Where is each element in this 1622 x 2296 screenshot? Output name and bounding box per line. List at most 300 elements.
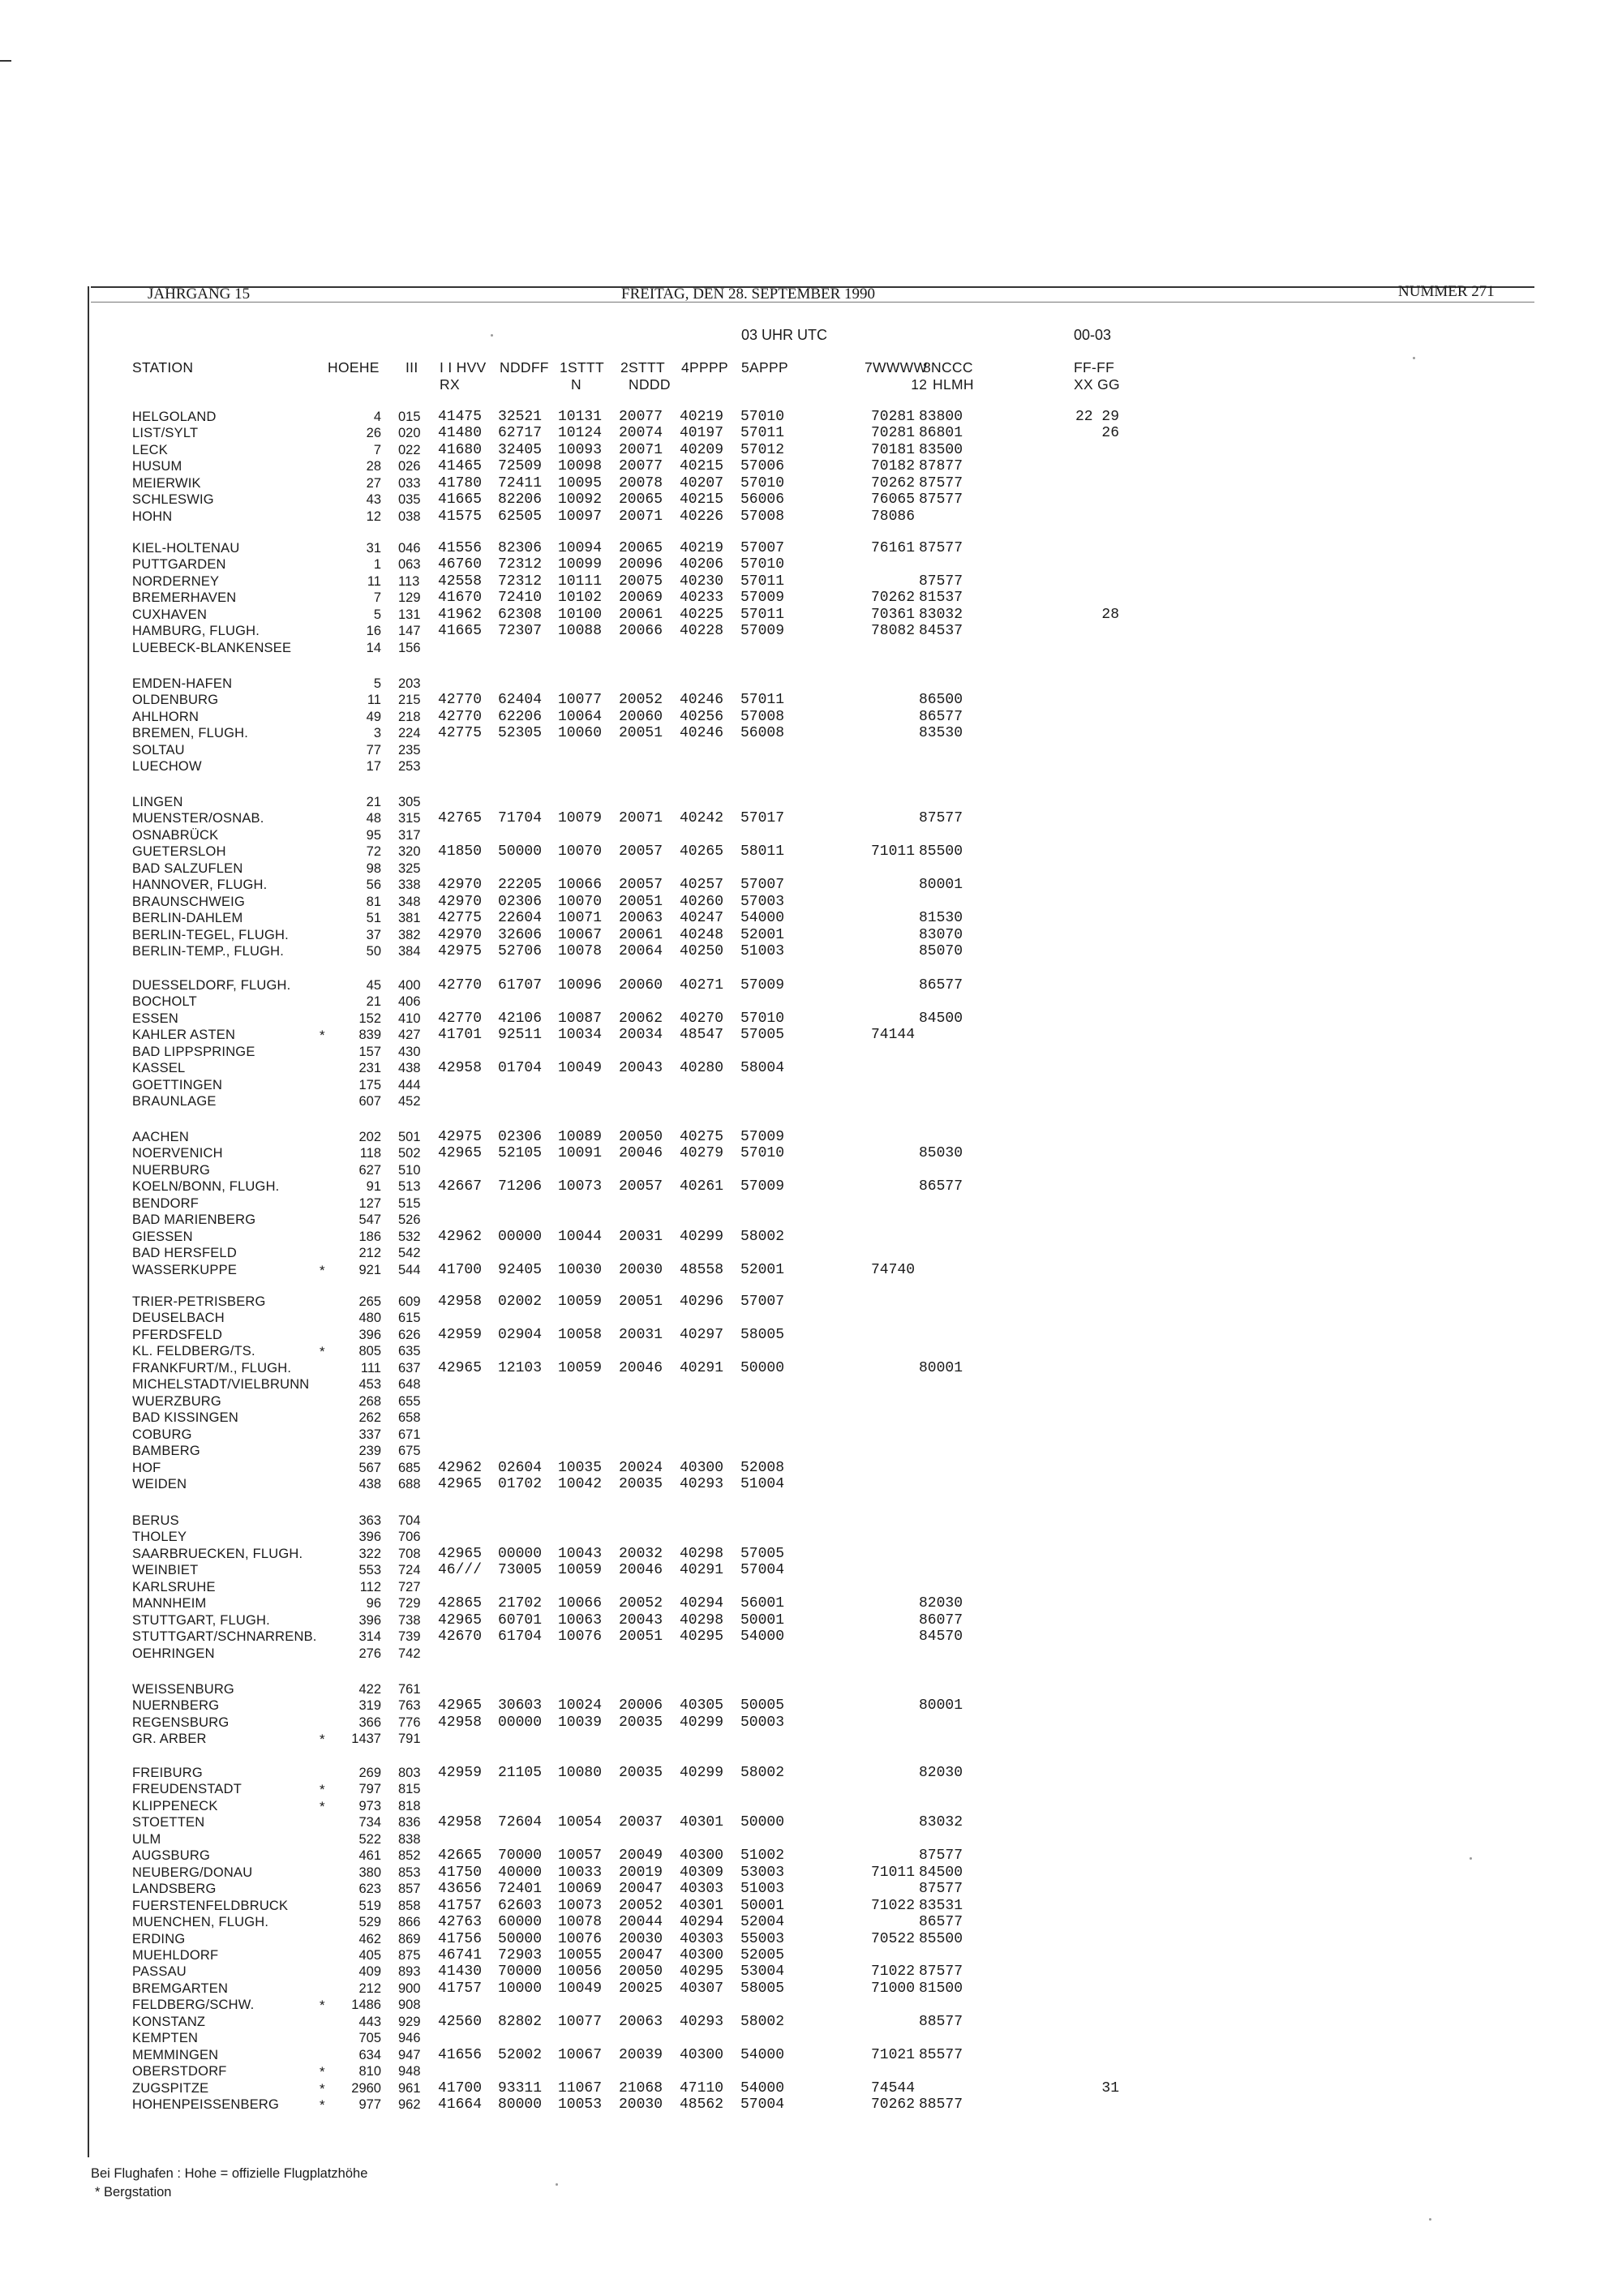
column-header-c4-line2: NDDD	[629, 376, 671, 393]
obs-c3: 10100	[558, 607, 603, 623]
station-name: REGENSBURG	[132, 1715, 230, 1730]
station-height: 265	[358, 1294, 381, 1309]
table-row	[0, 844, 1622, 860]
obs-c5: 40291	[680, 1562, 724, 1578]
obs-c3: 10093	[558, 442, 603, 458]
obs-c2: 60701	[498, 1612, 543, 1629]
obs-c3: 10078	[558, 1914, 603, 1930]
obs-c6: 56008	[740, 725, 785, 741]
station-name: OSNABRÜCK	[132, 828, 219, 843]
obs-c2: 82802	[498, 2014, 543, 2030]
station-name: KLIPPENECK	[132, 1799, 218, 1813]
obs-c3: 10034	[558, 1027, 603, 1043]
obs-c3: 10089	[558, 1129, 603, 1145]
obs-c2: 72509	[498, 458, 543, 474]
obs-c4: 20031	[619, 1327, 663, 1343]
obs-c5: 40298	[680, 1612, 724, 1629]
obs-c4: 20051	[619, 1294, 663, 1310]
table-row	[0, 1461, 1622, 1477]
obs-c3: 10059	[558, 1294, 603, 1310]
obs-c3: 10049	[558, 1060, 603, 1076]
obs-c4: 20006	[619, 1697, 663, 1714]
obs-c5: 40295	[680, 1963, 724, 1980]
table-row	[0, 1011, 1622, 1028]
obs-c6: 52001	[740, 927, 785, 943]
station-height: 118	[359, 1146, 381, 1161]
obs-c3: 10076	[558, 1931, 603, 1947]
column-header-c3-line2: N	[571, 376, 581, 393]
station-name: PASSAU	[132, 1964, 187, 1979]
station-id: 020	[398, 426, 421, 440]
station-height: 705	[358, 2031, 381, 2045]
station-name: MICHELSTADT/VIELBRUNN	[132, 1377, 310, 1392]
obs-c2: 62206	[498, 709, 543, 725]
obs-c1: 41700	[438, 2080, 483, 2096]
obs-c2: 00000	[498, 1229, 543, 1245]
station-height: 973	[358, 1799, 381, 1813]
station-height: 1437	[351, 1732, 381, 1746]
obs-c8: 86577	[919, 977, 963, 994]
station-height: 380	[358, 1865, 381, 1880]
obs-c2: 71206	[498, 1178, 543, 1195]
table-row	[0, 1815, 1622, 1831]
obs-c4: 20035	[619, 1765, 663, 1781]
table-row	[0, 726, 1622, 742]
obs-c2: 52706	[498, 943, 543, 959]
obs-c7: 70262	[870, 2096, 915, 2113]
obs-c3: 10063	[558, 1612, 603, 1629]
station-height: 396	[358, 1328, 381, 1342]
table-row	[0, 459, 1622, 475]
station-height: 231	[358, 1061, 381, 1075]
station-height: 98	[366, 861, 381, 876]
obs-c1: 42775	[438, 910, 483, 926]
obs-c5: 40300	[680, 2047, 724, 2063]
obs-c1: 41670	[438, 590, 483, 606]
obs-c3: 10087	[558, 1011, 603, 1027]
station-id: 706	[398, 1530, 421, 1544]
station-height: 519	[358, 1899, 381, 1913]
obs-c5: 40242	[680, 810, 724, 826]
obs-c6: 50001	[740, 1612, 785, 1629]
obs-c6: 50003	[740, 1714, 785, 1731]
station-name: HOF	[132, 1461, 161, 1475]
station-name: LIST/SYLT	[132, 426, 199, 440]
obs-c1: 42775	[438, 725, 483, 741]
table-row	[0, 1715, 1622, 1732]
obs-c5: 40260	[680, 894, 724, 910]
table-row	[0, 994, 1622, 1011]
obs-c8: 81530	[919, 910, 963, 926]
table-row	[0, 1732, 1622, 1748]
obs-c3: 10073	[558, 1178, 603, 1195]
obs-c5: 40271	[680, 977, 724, 994]
station-id: 852	[398, 1848, 421, 1863]
station-id: 515	[398, 1196, 421, 1211]
station-name: WEISSENBURG	[132, 1682, 234, 1697]
obs-c5: 40275	[680, 1129, 724, 1145]
obs-c8: 83800	[919, 409, 963, 425]
obs-c2: 52105	[498, 1145, 543, 1161]
station-name: GUETERSLOH	[132, 844, 226, 859]
obs-c1: 42965	[438, 1697, 483, 1714]
obs-c3: 10057	[558, 1848, 603, 1864]
obs-c3: 10060	[558, 725, 603, 741]
station-name: KOELN/BONN, FLUGH.	[132, 1179, 280, 1194]
table-row	[0, 811, 1622, 827]
station-height: 5	[373, 607, 381, 622]
obs-c6: 52005	[740, 1947, 785, 1963]
station-height: 462	[358, 1932, 381, 1946]
obs-c3: 10058	[558, 1327, 603, 1343]
station-name: NOERVENICH	[132, 1146, 223, 1161]
station-id: 406	[398, 994, 421, 1009]
obs-c7: 70361	[870, 607, 915, 623]
station-name: PFERDSFELD	[132, 1328, 223, 1342]
obs-c2: 01702	[498, 1476, 543, 1492]
obs-c6: 57008	[740, 509, 785, 525]
obs-c6: 57009	[740, 1178, 785, 1195]
obs-c1: 42770	[438, 977, 483, 994]
obs-c1: 42765	[438, 810, 483, 826]
station-id: 400	[398, 978, 421, 993]
table-row	[0, 426, 1622, 442]
obs-c6: 54000	[740, 2080, 785, 2096]
station-id: 836	[398, 1815, 421, 1830]
station-id: 129	[398, 590, 421, 605]
obs-c6: 55003	[740, 1931, 785, 1947]
obs-c6: 57010	[740, 409, 785, 425]
obs-c6: 50000	[740, 1814, 785, 1830]
station-name: LINGEN	[132, 795, 183, 809]
obs-c4: 20046	[619, 1360, 663, 1376]
obs-c2: 93311	[498, 2080, 543, 2096]
station-height: 152	[358, 1011, 381, 1026]
obs-c4: 20071	[619, 509, 663, 525]
station-name: BERUS	[132, 1513, 179, 1528]
obs-c1: 42958	[438, 1294, 483, 1310]
station-name: BAMBERG	[132, 1444, 200, 1458]
obs-c2: 32606	[498, 927, 543, 943]
table-row	[0, 1964, 1622, 1981]
obs-c4: 20019	[619, 1865, 663, 1881]
obs-c5: 40294	[680, 1595, 724, 1611]
station-id: 946	[398, 2031, 421, 2045]
station-height: 72	[366, 844, 381, 859]
obs-c1: 42962	[438, 1229, 483, 1245]
table-row	[0, 1179, 1622, 1195]
obs-c4: 20066	[619, 623, 663, 639]
obs-c8: 86077	[919, 1612, 963, 1629]
obs-c3: 10044	[558, 1229, 603, 1245]
obs-c8: 80001	[919, 1360, 963, 1376]
obs-c8: 85030	[919, 1145, 963, 1161]
obs-c2: 32405	[498, 442, 543, 458]
obs-c3: 10076	[558, 1629, 603, 1645]
obs-c4: 20035	[619, 1476, 663, 1492]
obs-c6: 57004	[740, 2096, 785, 2113]
obs-c1: 42962	[438, 1460, 483, 1476]
station-height: 28	[366, 459, 381, 474]
obs-c1: 42670	[438, 1629, 483, 1645]
obs-c2: 50000	[498, 843, 543, 860]
obs-c7: 74544	[870, 2080, 915, 2096]
obs-c1: 42975	[438, 1129, 483, 1145]
station-id: 224	[398, 726, 421, 740]
column-header-c1-line1: I I HVV	[440, 359, 487, 376]
obs-c2: 80000	[498, 2096, 543, 2113]
obs-c1: 42965	[438, 1145, 483, 1161]
table-row	[0, 624, 1622, 640]
station-height: 5	[373, 676, 381, 691]
station-name: KAHLER ASTEN	[132, 1028, 236, 1042]
table-row	[0, 443, 1622, 459]
obs-c5: 40247	[680, 910, 724, 926]
station-id: 655	[398, 1394, 421, 1409]
station-height: 212	[358, 1981, 381, 1996]
station-id: 738	[398, 1613, 421, 1628]
station-id: 253	[398, 759, 421, 774]
obs-c4: 20062	[619, 1011, 663, 1027]
obs-c8: 84500	[919, 1011, 963, 1027]
obs-c6: 57011	[740, 607, 785, 623]
station-name: KL. FELDBERG/TS.	[132, 1344, 255, 1358]
station-height: 453	[358, 1377, 381, 1392]
table-row	[0, 1865, 1622, 1882]
station-name: KASSEL	[132, 1061, 186, 1075]
station-height: 21	[366, 994, 381, 1009]
station-height: 405	[358, 1948, 381, 1963]
station-id: 430	[398, 1045, 421, 1059]
obs-c1: 42970	[438, 877, 483, 893]
station-height: 212	[358, 1246, 381, 1260]
obs-c8: 87577	[919, 540, 963, 556]
obs-c6: 57011	[740, 692, 785, 708]
table-row	[0, 1530, 1622, 1546]
station-name: BAD HERSFELD	[132, 1246, 237, 1260]
obs-c1: 42970	[438, 927, 483, 943]
station-name: KIEL-HOLTENAU	[132, 541, 240, 556]
station-name: HOHN	[132, 509, 173, 524]
obs-c8: 83070	[919, 927, 963, 943]
station-height: 438	[358, 1477, 381, 1491]
obs-c2: 01704	[498, 1060, 543, 1076]
obs-c8: 81537	[919, 590, 963, 606]
obs-c6: 57005	[740, 1546, 785, 1562]
obs-c6: 57003	[740, 894, 785, 910]
station-id: 671	[398, 1427, 421, 1442]
station-id: 542	[398, 1246, 421, 1260]
obs-c8: 87577	[919, 810, 963, 826]
table-row	[0, 1613, 1622, 1629]
obs-c2: 72410	[498, 590, 543, 606]
obs-c2: 62505	[498, 509, 543, 525]
obs-c3: 10092	[558, 491, 603, 508]
station-height: 409	[358, 1964, 381, 1979]
obs-c5: 40256	[680, 709, 724, 725]
obs-c3: 10035	[558, 1460, 603, 1476]
table-row	[0, 2097, 1622, 2114]
obs-c8: 87577	[919, 1963, 963, 1980]
obs-c3: 10030	[558, 1262, 603, 1278]
obs-c6: 57005	[740, 1027, 785, 1043]
station-id: 869	[398, 1932, 421, 1946]
obs-c1: 42959	[438, 1327, 483, 1343]
station-name: COBURG	[132, 1427, 192, 1442]
station-id: 763	[398, 1698, 421, 1713]
obs-c8: 87577	[919, 475, 963, 491]
obs-c2: 72903	[498, 1947, 543, 1963]
station-height: 366	[358, 1715, 381, 1730]
table-row	[0, 1045, 1622, 1061]
station-height: 31	[366, 541, 381, 556]
station-height: 11	[367, 574, 381, 589]
obs-c5: 48558	[680, 1262, 724, 1278]
station-id: 875	[398, 1948, 421, 1963]
station-name: KONSTANZ	[132, 2015, 206, 2029]
station-id: 348	[398, 895, 421, 909]
station-height: 95	[366, 828, 381, 843]
obs-c1: 41850	[438, 843, 483, 860]
obs-c5: 40250	[680, 943, 724, 959]
obs-c5: 40233	[680, 590, 724, 606]
obs-c5: 40299	[680, 1714, 724, 1731]
station-name: HOHENPEISSENBERG	[132, 2097, 280, 2112]
station-id: 857	[398, 1882, 421, 1896]
obs-c7: 71011	[870, 843, 915, 860]
scan-speck	[1429, 2218, 1431, 2221]
obs-c6: 57011	[740, 573, 785, 590]
table-row	[0, 710, 1622, 726]
station-name: MEMMINGEN	[132, 2048, 219, 2062]
obs-c7: 70181	[870, 442, 915, 458]
station-name: DUESSELDORF, FLUGH.	[132, 978, 291, 993]
obs-c6: 50000	[740, 1360, 785, 1376]
obs-c1: 41962	[438, 607, 483, 623]
obs-c5: 40225	[680, 607, 724, 623]
obs-c4: 20034	[619, 1027, 663, 1043]
obs-c5: 40230	[680, 573, 724, 590]
station-id: 900	[398, 1981, 421, 1996]
obs-c8: 85500	[919, 843, 963, 860]
obs-c7: 76161	[870, 540, 915, 556]
obs-c6: 54000	[740, 1629, 785, 1645]
column-header-c7-line1: 7WWWW	[865, 359, 928, 376]
station-name: BAD SALZUFLEN	[132, 861, 243, 876]
obs-c1: 42965	[438, 1476, 483, 1492]
table-row	[0, 1899, 1622, 1915]
station-id: 637	[398, 1361, 421, 1375]
station-id: 338	[398, 878, 421, 892]
table-row	[0, 928, 1622, 944]
obs-c1: 41757	[438, 1981, 483, 1997]
obs-c6: 57006	[740, 458, 785, 474]
obs-c6: 56006	[740, 491, 785, 508]
obs-c6: 50005	[740, 1697, 785, 1714]
obs-c3: 10056	[558, 1963, 603, 1980]
station-name: EMDEN-HAFEN	[132, 676, 233, 691]
obs-c4: 20052	[619, 692, 663, 708]
obs-c3: 10024	[558, 1697, 603, 1714]
obs-c9: 26	[1101, 425, 1119, 441]
station-id: 727	[398, 1580, 421, 1594]
issue-number: NUMMER 271	[1398, 283, 1495, 300]
station-id: 688	[398, 1477, 421, 1491]
obs-c3: 11067	[558, 2080, 603, 2096]
obs-c5: 40257	[680, 877, 724, 893]
station-height: 337	[358, 1427, 381, 1442]
obs-c5: 40248	[680, 927, 724, 943]
obs-c2: 72604	[498, 1814, 543, 1830]
obs-c6: 51002	[740, 1848, 785, 1864]
obs-c8: 80001	[919, 1697, 963, 1714]
obs-c1: 42558	[438, 573, 483, 590]
obs-c4: 20037	[619, 1814, 663, 1830]
station-height: 1486	[351, 1998, 381, 2012]
obs-c8: 83531	[919, 1898, 963, 1914]
obs-c3: 10053	[558, 2096, 603, 2113]
station-name: SCHLESWIG	[132, 492, 214, 507]
station-name: STOETTEN	[132, 1815, 205, 1830]
station-name: LUEBECK-BLANKENSEE	[132, 641, 292, 655]
obs-c5: 40215	[680, 491, 724, 508]
station-name: NUERBURG	[132, 1163, 211, 1178]
obs-c5: 40298	[680, 1546, 724, 1562]
obs-c5: 40293	[680, 1476, 724, 1492]
obs-c1: 41664	[438, 2096, 483, 2113]
station-name: FREUDENSTADT	[132, 1782, 242, 1796]
station-id: 815	[398, 1782, 421, 1796]
obs-c6: 57017	[740, 810, 785, 826]
obs-c4: 20046	[619, 1145, 663, 1161]
obs-c1: 42763	[438, 1914, 483, 1930]
obs-c2: 02306	[498, 894, 543, 910]
obs-c8: 87577	[919, 573, 963, 590]
obs-c2: 10000	[498, 1981, 543, 1997]
station-id: 015	[398, 410, 421, 424]
obs-c1: 41475	[438, 409, 483, 425]
obs-c8: 84570	[919, 1629, 963, 1645]
obs-c4: 20077	[619, 409, 663, 425]
obs-c1: 42770	[438, 1011, 483, 1027]
obs-c5: 40246	[680, 725, 724, 741]
obs-c8: 84500	[919, 1865, 963, 1881]
obs-c7: 70522	[870, 1931, 915, 1947]
station-id: 022	[398, 443, 421, 457]
obs-c2: 02904	[498, 1327, 543, 1343]
table-row	[0, 2015, 1622, 2031]
station-height: 977	[358, 2097, 381, 2112]
obs-c6: 57007	[740, 1294, 785, 1310]
table-row	[0, 2081, 1622, 2097]
station-name: FELDBERG/SCHW.	[132, 1998, 255, 2012]
obs-c6: 57009	[740, 977, 785, 994]
station-height: 45	[366, 978, 381, 993]
station-id: 791	[398, 1732, 421, 1746]
station-id: 410	[398, 1011, 421, 1026]
obs-c1: 42958	[438, 1060, 483, 1076]
station-name: ESSEN	[132, 1011, 178, 1026]
obs-c5: 40307	[680, 1981, 724, 1997]
table-row	[0, 1130, 1622, 1146]
obs-c3: 10064	[558, 709, 603, 725]
obs-c6: 58002	[740, 1229, 785, 1245]
station-name: STUTTGART/SCHNARRENB.	[132, 1629, 317, 1644]
station-height: 839	[358, 1028, 381, 1042]
table-row	[0, 1646, 1622, 1663]
station-height: 77	[366, 743, 381, 757]
station-name: BAD LIPPSPRINGE	[132, 1045, 255, 1059]
